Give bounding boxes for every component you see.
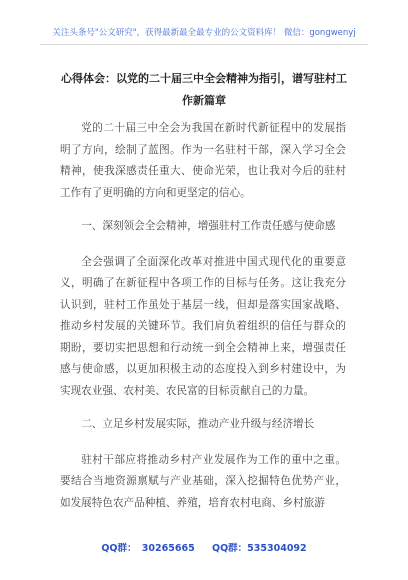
- document-title: 心得体会：以党的二十届三中全会精神为指引，谱写驻村工作新篇章: [61, 72, 347, 107]
- footer-qq-group-2: QQ群：535304092: [212, 543, 307, 554]
- footer-qq-group-1: QQ群： 30265665: [101, 543, 195, 554]
- paragraph-intro: 党的二十届三中全会为我国在新时代新征程中的发展指明了方向，绘制了蓝图。作为一名驻村干部，深入学习全会精神，使我深感责任重大、使命光荣，也让我对今后的驻村工作有了更明确的方向和更坚定的信心。: [60, 122, 346, 199]
- document-body: [60, 118, 346, 526]
- footer-contact: [0, 540, 408, 554]
- header-banner: 关注头条号"公文研究"，获得最新最全最专业的公文资料库！ 微信：gongwenyj: [40, 26, 368, 45]
- section-heading-1: 一、深刻领会全会精神，增强驻村工作责任感与使命感: [81, 220, 336, 232]
- paragraph-section-1: 全会强调了全面深化改革对推进中国式现代化的重要意义，明确了在新征程中各项工作的目标与任务。这让我充分认识到，驻村工作虽处于基层一线，但却是落实国家战略、推动乡村发展的关键环节。我们肩负着组织的信任与群众的期盼，要切实把思想和行动统一到全会精神上来，增强责任感与使命感，以更加积极主动的态度投入到乡村建设中，为实现农业强、农村美、农民富的目标贡献自己的力量。: [60, 255, 346, 397]
- paragraph-section-2: 驻村干部应将推动乡村产业发展作为工作的重中之重。要结合当地资源禀赋与产业基础，深入挖掘特色优势产业，如发展特色农产品种植、养殖，培育农村电商、乡村旅游: [60, 453, 346, 509]
- section-heading-2: 二、立足乡村发展实际，推动产业升级与经济增长: [81, 418, 315, 430]
